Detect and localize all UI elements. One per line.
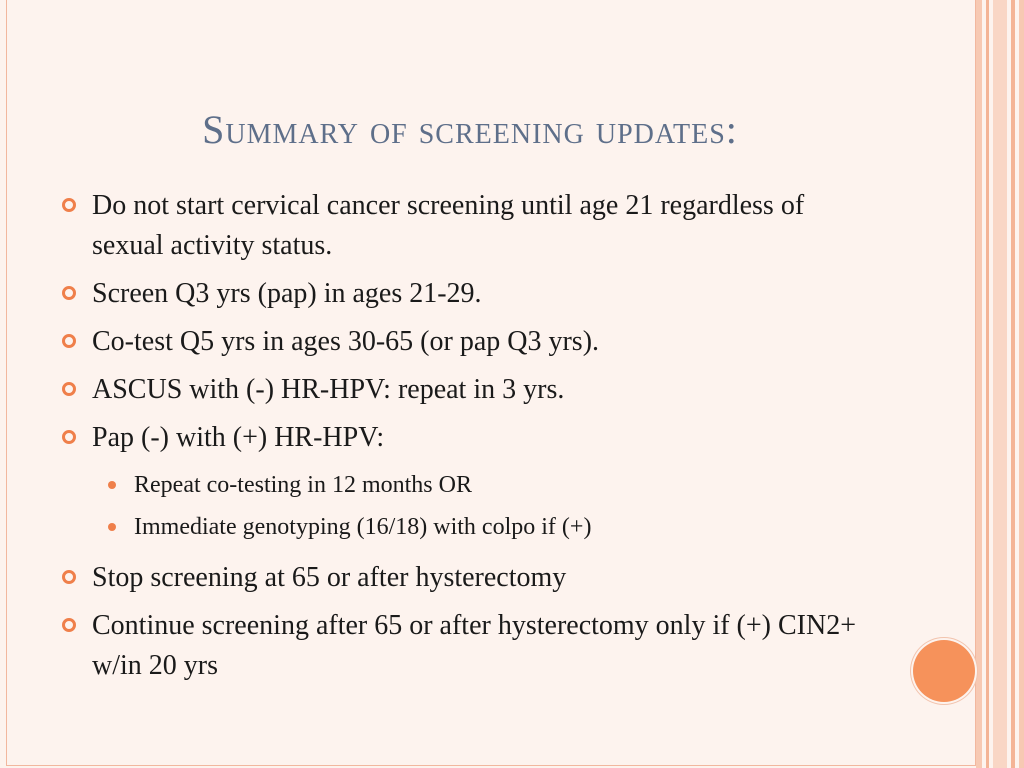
bullet-list bbox=[62, 186, 862, 694]
list-item-text: ASCUS with (-) HR-HPV: repeat in 3 yrs. bbox=[92, 374, 565, 405]
sub-bullet-list bbox=[62, 464, 862, 548]
list-item bbox=[62, 606, 862, 686]
list-item-text: Screen Q3 yrs (pap) in ages 21-29. bbox=[92, 278, 482, 309]
sub-list-item-text: Immediate genotyping (16/18) with colpo if (+) bbox=[134, 514, 592, 540]
list-item bbox=[62, 370, 862, 410]
list-item-text: Co-test Q5 yrs in ages 30-65 (or pap Q3 yrs). bbox=[92, 326, 600, 357]
sub-list-item-text: Repeat co-testing in 12 months OR bbox=[134, 472, 472, 498]
sub-list-item bbox=[62, 506, 862, 548]
list-item bbox=[62, 322, 862, 362]
ring-bullet-icon bbox=[62, 382, 76, 396]
list-item bbox=[62, 274, 862, 314]
list-item bbox=[62, 558, 862, 598]
dot-bullet-icon bbox=[108, 481, 116, 489]
ring-bullet-icon bbox=[62, 618, 76, 632]
decorative-stripes bbox=[976, 0, 1024, 768]
ring-bullet-icon bbox=[62, 198, 76, 212]
list-item-text: Pap (-) with (+) HR-HPV: bbox=[92, 422, 385, 453]
ring-bullet-icon bbox=[62, 430, 76, 444]
ring-bullet-icon bbox=[62, 570, 76, 584]
ring-bullet-icon bbox=[62, 286, 76, 300]
list-item-text: Continue screening after 65 or after hysterectomy only if (+) CIN2+ w/in 20 yrs bbox=[92, 610, 857, 681]
ring-bullet-icon bbox=[62, 334, 76, 348]
sub-list-item bbox=[62, 464, 862, 506]
list-item-text: Stop screening at 65 or after hysterectomy bbox=[92, 562, 567, 593]
list-item bbox=[62, 186, 862, 266]
dot-bullet-icon bbox=[108, 523, 116, 531]
list-item bbox=[62, 418, 862, 458]
slide-title: Summary of screening updates: bbox=[202, 107, 738, 152]
decorative-circle bbox=[913, 640, 975, 702]
list-item-text: Do not start cervical cancer screening until age 21 regardless of sexual activity status. bbox=[92, 190, 805, 261]
